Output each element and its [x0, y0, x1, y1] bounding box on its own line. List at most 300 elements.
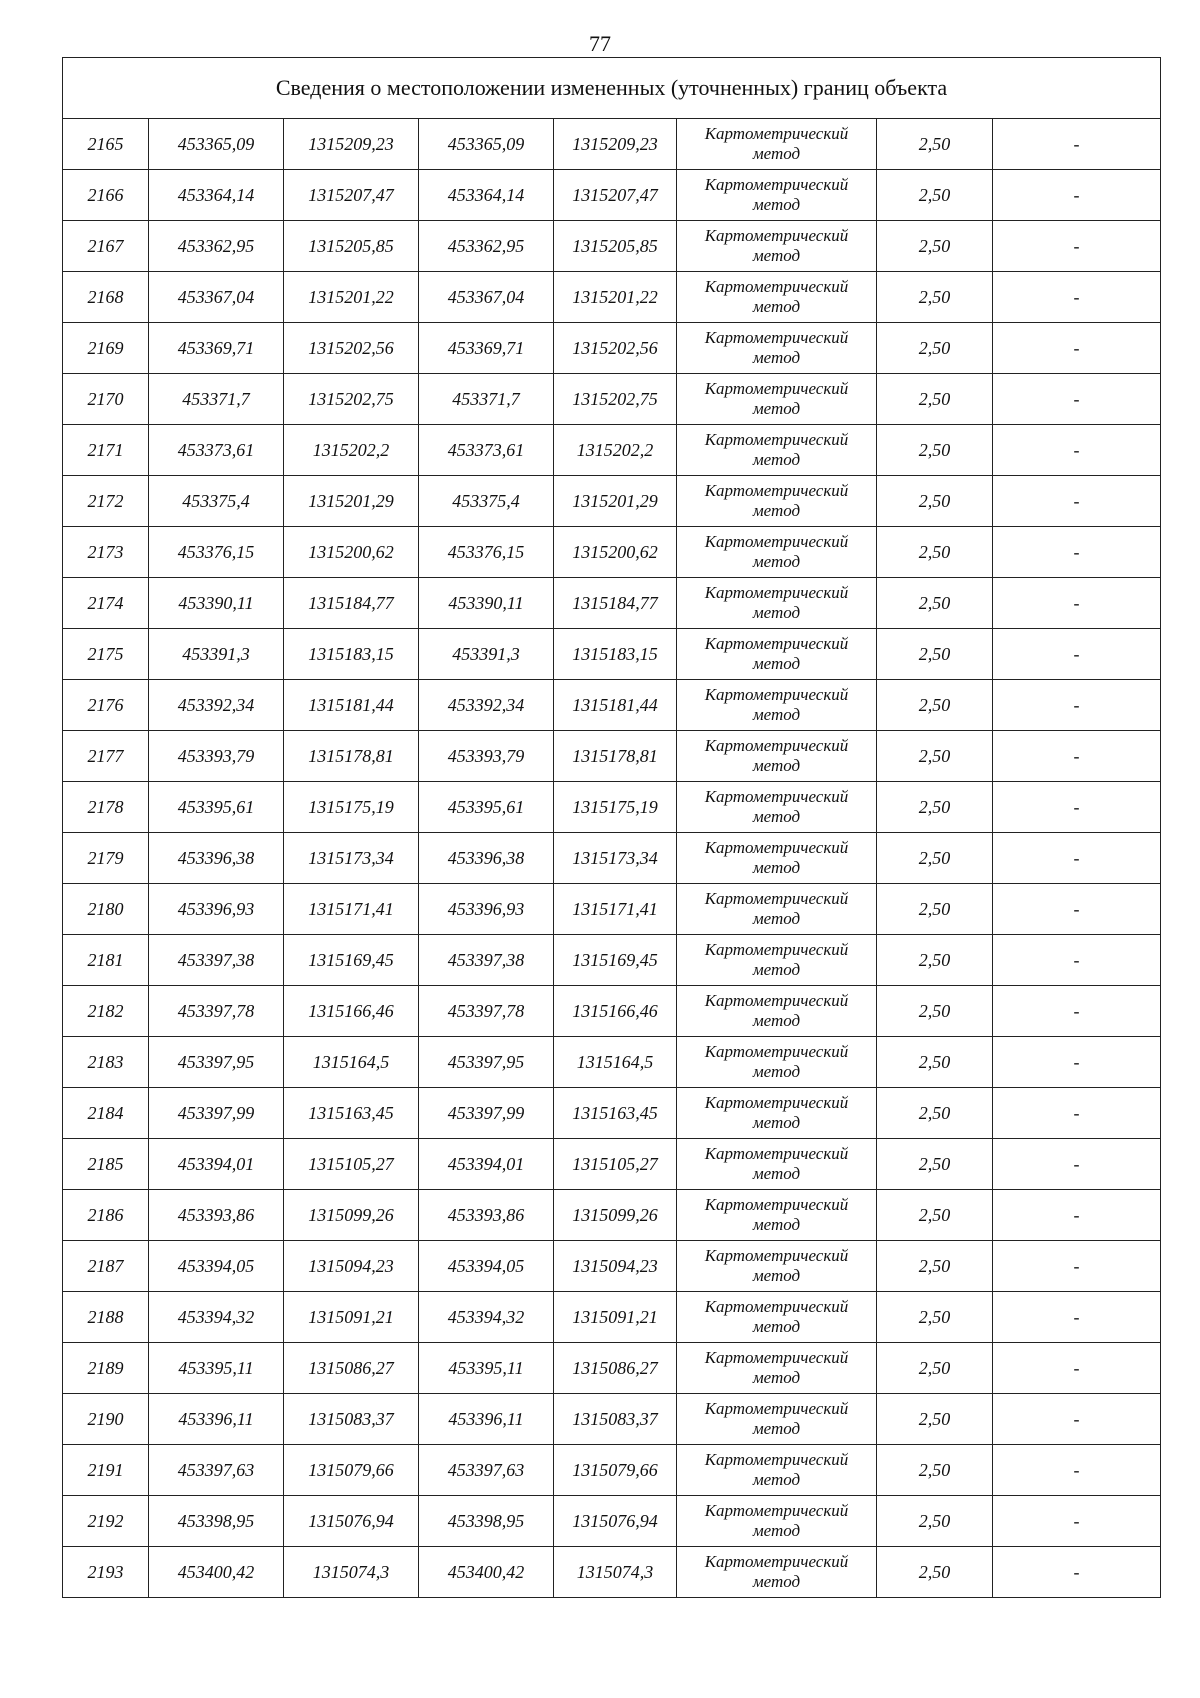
method-line-1: Картометрический — [704, 1144, 849, 1163]
existing-y-cell: 1315074,3 — [284, 1547, 419, 1598]
existing-y-cell: 1315091,21 — [284, 1292, 419, 1343]
existing-y-cell: 1315175,19 — [284, 782, 419, 833]
note-cell: - — [993, 680, 1161, 731]
point-number-cell: 2165 — [63, 119, 149, 170]
point-number-cell: 2190 — [63, 1394, 149, 1445]
point-number-cell: 2184 — [63, 1088, 149, 1139]
existing-x-cell: 453369,71 — [149, 323, 284, 374]
refined-x-cell: 453390,11 — [419, 578, 554, 629]
refined-y-cell: 1315164,5 — [554, 1037, 677, 1088]
method-cell — [677, 1445, 877, 1496]
method-cell — [677, 1394, 877, 1445]
table-row — [63, 476, 1161, 527]
point-number-cell: 2193 — [63, 1547, 149, 1598]
existing-x-cell: 453392,34 — [149, 680, 284, 731]
refined-x-cell: 453397,78 — [419, 986, 554, 1037]
accuracy-cell: 2,50 — [877, 119, 993, 170]
refined-x-cell: 453394,05 — [419, 1241, 554, 1292]
refined-x-cell: 453394,32 — [419, 1292, 554, 1343]
point-number-cell: 2176 — [63, 680, 149, 731]
method-line-1: Картометрический — [704, 124, 849, 143]
accuracy-cell: 2,50 — [877, 782, 993, 833]
note-cell: - — [993, 425, 1161, 476]
refined-x-cell: 453371,7 — [419, 374, 554, 425]
method-line-1: Картометрический — [704, 685, 849, 704]
table-row — [63, 323, 1161, 374]
refined-y-cell: 1315183,15 — [554, 629, 677, 680]
method-cell — [677, 119, 877, 170]
existing-y-cell: 1315086,27 — [284, 1343, 419, 1394]
existing-x-cell: 453396,11 — [149, 1394, 284, 1445]
note-cell: - — [993, 1394, 1161, 1445]
accuracy-cell: 2,50 — [877, 1139, 993, 1190]
accuracy-cell: 2,50 — [877, 272, 993, 323]
note-cell: - — [993, 884, 1161, 935]
existing-x-cell: 453397,63 — [149, 1445, 284, 1496]
existing-y-cell: 1315207,47 — [284, 170, 419, 221]
accuracy-cell: 2,50 — [877, 527, 993, 578]
refined-y-cell: 1315094,23 — [554, 1241, 677, 1292]
method-line-1: Картометрический — [704, 226, 849, 245]
method-cell — [677, 1343, 877, 1394]
existing-x-cell: 453397,38 — [149, 935, 284, 986]
refined-y-cell: 1315163,45 — [554, 1088, 677, 1139]
accuracy-cell: 2,50 — [877, 170, 993, 221]
point-number-cell: 2177 — [63, 731, 149, 782]
method-line-1: Картометрический — [704, 940, 849, 959]
refined-y-cell: 1315178,81 — [554, 731, 677, 782]
table-caption: Сведения о местоположении измененных (уточненных) границ объекта — [63, 58, 1161, 119]
refined-x-cell: 453398,95 — [419, 1496, 554, 1547]
existing-y-cell: 1315201,22 — [284, 272, 419, 323]
note-cell: - — [993, 119, 1161, 170]
existing-x-cell: 453394,05 — [149, 1241, 284, 1292]
existing-x-cell: 453396,93 — [149, 884, 284, 935]
refined-y-cell: 1315091,21 — [554, 1292, 677, 1343]
refined-y-cell: 1315166,46 — [554, 986, 677, 1037]
note-cell: - — [993, 1445, 1161, 1496]
refined-x-cell: 453393,86 — [419, 1190, 554, 1241]
refined-x-cell: 453394,01 — [419, 1139, 554, 1190]
refined-x-cell: 453397,99 — [419, 1088, 554, 1139]
note-cell: - — [993, 1088, 1161, 1139]
accuracy-cell: 2,50 — [877, 1394, 993, 1445]
accuracy-cell: 2,50 — [877, 578, 993, 629]
accuracy-cell: 2,50 — [877, 1445, 993, 1496]
method-line-2: метод — [752, 1317, 801, 1336]
existing-y-cell: 1315200,62 — [284, 527, 419, 578]
method-line-1: Картометрический — [704, 634, 849, 653]
existing-x-cell: 453376,15 — [149, 527, 284, 578]
existing-x-cell: 453364,14 — [149, 170, 284, 221]
method-cell — [677, 731, 877, 782]
method-cell — [677, 272, 877, 323]
point-number-cell: 2169 — [63, 323, 149, 374]
method-line-1: Картометрический — [704, 889, 849, 908]
table-row — [63, 1343, 1161, 1394]
accuracy-cell: 2,50 — [877, 1241, 993, 1292]
refined-x-cell: 453396,38 — [419, 833, 554, 884]
method-line-1: Картометрический — [704, 328, 849, 347]
note-cell: - — [993, 731, 1161, 782]
method-line-2: метод — [752, 1470, 801, 1489]
refined-y-cell: 1315184,77 — [554, 578, 677, 629]
point-number-cell: 2178 — [63, 782, 149, 833]
refined-y-cell: 1315079,66 — [554, 1445, 677, 1496]
method-line-2: метод — [752, 195, 801, 214]
note-cell: - — [993, 272, 1161, 323]
point-number-cell: 2171 — [63, 425, 149, 476]
note-cell: - — [993, 1037, 1161, 1088]
point-number-cell: 2167 — [63, 221, 149, 272]
method-cell — [677, 374, 877, 425]
existing-y-cell: 1315171,41 — [284, 884, 419, 935]
refined-y-cell: 1315207,47 — [554, 170, 677, 221]
refined-y-cell: 1315076,94 — [554, 1496, 677, 1547]
refined-x-cell: 453375,4 — [419, 476, 554, 527]
point-number-cell: 2168 — [63, 272, 149, 323]
refined-x-cell: 453396,93 — [419, 884, 554, 935]
accuracy-cell: 2,50 — [877, 323, 993, 374]
refined-x-cell: 453365,09 — [419, 119, 554, 170]
table-row — [63, 935, 1161, 986]
existing-y-cell: 1315202,2 — [284, 425, 419, 476]
method-cell — [677, 578, 877, 629]
method-line-1: Картометрический — [704, 532, 849, 551]
accuracy-cell: 2,50 — [877, 1190, 993, 1241]
existing-x-cell: 453371,7 — [149, 374, 284, 425]
existing-y-cell: 1315166,46 — [284, 986, 419, 1037]
refined-x-cell: 453362,95 — [419, 221, 554, 272]
table-row — [63, 272, 1161, 323]
existing-x-cell: 453391,3 — [149, 629, 284, 680]
point-number-cell: 2181 — [63, 935, 149, 986]
method-line-2: метод — [752, 705, 801, 724]
existing-x-cell: 453395,61 — [149, 782, 284, 833]
accuracy-cell: 2,50 — [877, 884, 993, 935]
method-cell — [677, 527, 877, 578]
method-line-2: метод — [752, 297, 801, 316]
table-row — [63, 1445, 1161, 1496]
method-line-2: метод — [752, 246, 801, 265]
refined-y-cell: 1315074,3 — [554, 1547, 677, 1598]
existing-y-cell: 1315178,81 — [284, 731, 419, 782]
table-row — [63, 1394, 1161, 1445]
refined-x-cell: 453400,42 — [419, 1547, 554, 1598]
method-line-1: Картометрический — [704, 736, 849, 755]
method-cell — [677, 1037, 877, 1088]
method-line-2: метод — [752, 603, 801, 622]
method-line-1: Картометрический — [704, 583, 849, 602]
method-line-2: метод — [752, 1164, 801, 1183]
table-body — [63, 119, 1161, 1598]
table-row — [63, 1547, 1161, 1598]
point-number-cell: 2175 — [63, 629, 149, 680]
existing-x-cell: 453367,04 — [149, 272, 284, 323]
point-number-cell: 2186 — [63, 1190, 149, 1241]
refined-x-cell: 453392,34 — [419, 680, 554, 731]
existing-x-cell: 453375,4 — [149, 476, 284, 527]
method-line-2: метод — [752, 1062, 801, 1081]
method-line-1: Картометрический — [704, 1042, 849, 1061]
existing-x-cell: 453398,95 — [149, 1496, 284, 1547]
point-number-cell: 2192 — [63, 1496, 149, 1547]
method-line-1: Картометрический — [704, 481, 849, 500]
method-line-1: Картометрический — [704, 379, 849, 398]
accuracy-cell: 2,50 — [877, 476, 993, 527]
existing-y-cell: 1315099,26 — [284, 1190, 419, 1241]
refined-y-cell: 1315209,23 — [554, 119, 677, 170]
refined-y-cell: 1315173,34 — [554, 833, 677, 884]
note-cell: - — [993, 1547, 1161, 1598]
method-cell — [677, 1241, 877, 1292]
method-cell — [677, 1139, 877, 1190]
note-cell: - — [993, 221, 1161, 272]
method-line-2: метод — [752, 654, 801, 673]
method-line-2: метод — [752, 960, 801, 979]
note-cell: - — [993, 1139, 1161, 1190]
note-cell: - — [993, 527, 1161, 578]
note-cell: - — [993, 1241, 1161, 1292]
accuracy-cell: 2,50 — [877, 680, 993, 731]
table-row — [63, 527, 1161, 578]
point-number-cell: 2180 — [63, 884, 149, 935]
method-cell — [677, 323, 877, 374]
point-number-cell: 2188 — [63, 1292, 149, 1343]
method-line-2: метод — [752, 1266, 801, 1285]
point-number-cell: 2187 — [63, 1241, 149, 1292]
note-cell: - — [993, 935, 1161, 986]
refined-y-cell: 1315099,26 — [554, 1190, 677, 1241]
method-cell — [677, 629, 877, 680]
table-row — [63, 1496, 1161, 1547]
existing-y-cell: 1315202,56 — [284, 323, 419, 374]
accuracy-cell: 2,50 — [877, 833, 993, 884]
table-row — [63, 221, 1161, 272]
method-line-1: Картометрический — [704, 1297, 849, 1316]
refined-x-cell: 453396,11 — [419, 1394, 554, 1445]
point-number-cell: 2166 — [63, 170, 149, 221]
refined-y-cell: 1315171,41 — [554, 884, 677, 935]
accuracy-cell: 2,50 — [877, 1088, 993, 1139]
table-row — [63, 1139, 1161, 1190]
existing-x-cell: 453397,99 — [149, 1088, 284, 1139]
table-row — [63, 833, 1161, 884]
method-line-2: метод — [752, 144, 801, 163]
point-number-cell: 2179 — [63, 833, 149, 884]
method-line-2: метод — [752, 1011, 801, 1030]
point-number-cell: 2172 — [63, 476, 149, 527]
note-cell: - — [993, 323, 1161, 374]
method-line-2: метод — [752, 807, 801, 826]
refined-y-cell: 1315169,45 — [554, 935, 677, 986]
table-row — [63, 1037, 1161, 1088]
method-line-2: метод — [752, 450, 801, 469]
existing-y-cell: 1315083,37 — [284, 1394, 419, 1445]
note-cell: - — [993, 1343, 1161, 1394]
note-cell: - — [993, 1292, 1161, 1343]
existing-y-cell: 1315181,44 — [284, 680, 419, 731]
table-row — [63, 170, 1161, 221]
refined-y-cell: 1315201,22 — [554, 272, 677, 323]
boundary-coordinates-table — [62, 57, 1161, 1598]
method-line-1: Картометрический — [704, 838, 849, 857]
table-row — [63, 1088, 1161, 1139]
refined-y-cell: 1315086,27 — [554, 1343, 677, 1394]
method-cell — [677, 425, 877, 476]
refined-x-cell: 453395,61 — [419, 782, 554, 833]
existing-y-cell: 1315169,45 — [284, 935, 419, 986]
method-cell — [677, 986, 877, 1037]
refined-y-cell: 1315083,37 — [554, 1394, 677, 1445]
refined-y-cell: 1315202,2 — [554, 425, 677, 476]
method-line-1: Картометрический — [704, 1552, 849, 1571]
method-cell — [677, 1547, 877, 1598]
point-number-cell: 2183 — [63, 1037, 149, 1088]
existing-y-cell: 1315164,5 — [284, 1037, 419, 1088]
method-cell — [677, 1496, 877, 1547]
method-cell — [677, 680, 877, 731]
refined-x-cell: 453364,14 — [419, 170, 554, 221]
existing-x-cell: 453393,86 — [149, 1190, 284, 1241]
refined-x-cell: 453397,38 — [419, 935, 554, 986]
method-line-1: Картометрический — [704, 1246, 849, 1265]
refined-y-cell: 1315105,27 — [554, 1139, 677, 1190]
existing-x-cell: 453373,61 — [149, 425, 284, 476]
refined-y-cell: 1315181,44 — [554, 680, 677, 731]
accuracy-cell: 2,50 — [877, 1547, 993, 1598]
existing-y-cell: 1315163,45 — [284, 1088, 419, 1139]
existing-y-cell: 1315094,23 — [284, 1241, 419, 1292]
method-cell — [677, 935, 877, 986]
note-cell: - — [993, 1190, 1161, 1241]
existing-x-cell: 453394,01 — [149, 1139, 284, 1190]
refined-x-cell: 453391,3 — [419, 629, 554, 680]
existing-x-cell: 453390,11 — [149, 578, 284, 629]
existing-y-cell: 1315201,29 — [284, 476, 419, 527]
method-line-2: метод — [752, 552, 801, 571]
table-row — [63, 374, 1161, 425]
method-line-2: метод — [752, 1113, 801, 1132]
point-number-cell: 2170 — [63, 374, 149, 425]
refined-x-cell: 453397,63 — [419, 1445, 554, 1496]
point-number-cell: 2173 — [63, 527, 149, 578]
table-row — [63, 884, 1161, 935]
existing-y-cell: 1315173,34 — [284, 833, 419, 884]
accuracy-cell: 2,50 — [877, 1496, 993, 1547]
existing-y-cell: 1315079,66 — [284, 1445, 419, 1496]
existing-y-cell: 1315183,15 — [284, 629, 419, 680]
method-line-2: метод — [752, 1521, 801, 1540]
table-row — [63, 1241, 1161, 1292]
table-row — [63, 782, 1161, 833]
existing-x-cell: 453397,95 — [149, 1037, 284, 1088]
existing-x-cell: 453395,11 — [149, 1343, 284, 1394]
method-cell — [677, 170, 877, 221]
table-row — [63, 731, 1161, 782]
page-number: 77 — [589, 31, 611, 56]
refined-y-cell: 1315200,62 — [554, 527, 677, 578]
accuracy-cell: 2,50 — [877, 986, 993, 1037]
refined-x-cell: 453376,15 — [419, 527, 554, 578]
existing-x-cell: 453396,38 — [149, 833, 284, 884]
refined-x-cell: 453395,11 — [419, 1343, 554, 1394]
accuracy-cell: 2,50 — [877, 221, 993, 272]
note-cell: - — [993, 833, 1161, 884]
note-cell: - — [993, 629, 1161, 680]
existing-y-cell: 1315076,94 — [284, 1496, 419, 1547]
refined-x-cell: 453367,04 — [419, 272, 554, 323]
refined-y-cell: 1315202,75 — [554, 374, 677, 425]
refined-x-cell: 453369,71 — [419, 323, 554, 374]
method-line-1: Картометрический — [704, 1195, 849, 1214]
table-row — [63, 578, 1161, 629]
existing-y-cell: 1315184,77 — [284, 578, 419, 629]
note-cell: - — [993, 986, 1161, 1037]
method-line-1: Картометрический — [704, 1501, 849, 1520]
accuracy-cell: 2,50 — [877, 1037, 993, 1088]
method-cell — [677, 1190, 877, 1241]
method-line-1: Картометрический — [704, 1399, 849, 1418]
method-line-1: Картометрический — [704, 1093, 849, 1112]
existing-y-cell: 1315105,27 — [284, 1139, 419, 1190]
note-cell: - — [993, 476, 1161, 527]
table-row — [63, 680, 1161, 731]
point-number-cell: 2191 — [63, 1445, 149, 1496]
method-line-2: метод — [752, 909, 801, 928]
accuracy-cell: 2,50 — [877, 374, 993, 425]
method-line-1: Картометрический — [704, 991, 849, 1010]
method-cell — [677, 884, 877, 935]
accuracy-cell: 2,50 — [877, 731, 993, 782]
accuracy-cell: 2,50 — [877, 935, 993, 986]
note-cell: - — [993, 170, 1161, 221]
method-cell — [677, 476, 877, 527]
table-row — [63, 119, 1161, 170]
method-line-2: метод — [752, 501, 801, 520]
method-line-2: метод — [752, 756, 801, 775]
method-line-1: Картометрический — [704, 787, 849, 806]
refined-x-cell: 453397,95 — [419, 1037, 554, 1088]
method-cell — [677, 833, 877, 884]
method-line-2: метод — [752, 1368, 801, 1387]
method-line-2: метод — [752, 399, 801, 418]
point-number-cell: 2174 — [63, 578, 149, 629]
method-line-2: метод — [752, 1215, 801, 1234]
method-line-1: Картометрический — [704, 1348, 849, 1367]
accuracy-cell: 2,50 — [877, 425, 993, 476]
point-number-cell: 2189 — [63, 1343, 149, 1394]
method-line-2: метод — [752, 1572, 801, 1591]
method-cell — [677, 221, 877, 272]
refined-y-cell: 1315202,56 — [554, 323, 677, 374]
existing-x-cell: 453397,78 — [149, 986, 284, 1037]
existing-x-cell: 453365,09 — [149, 119, 284, 170]
accuracy-cell: 2,50 — [877, 1343, 993, 1394]
method-line-1: Картометрический — [704, 1450, 849, 1469]
table-row — [63, 1190, 1161, 1241]
method-cell — [677, 782, 877, 833]
existing-x-cell: 453394,32 — [149, 1292, 284, 1343]
method-line-2: метод — [752, 858, 801, 877]
method-line-1: Картометрический — [704, 277, 849, 296]
refined-x-cell: 453373,61 — [419, 425, 554, 476]
method-line-2: метод — [752, 348, 801, 367]
refined-y-cell: 1315201,29 — [554, 476, 677, 527]
method-line-1: Картометрический — [704, 175, 849, 194]
point-number-cell: 2185 — [63, 1139, 149, 1190]
table-row — [63, 629, 1161, 680]
